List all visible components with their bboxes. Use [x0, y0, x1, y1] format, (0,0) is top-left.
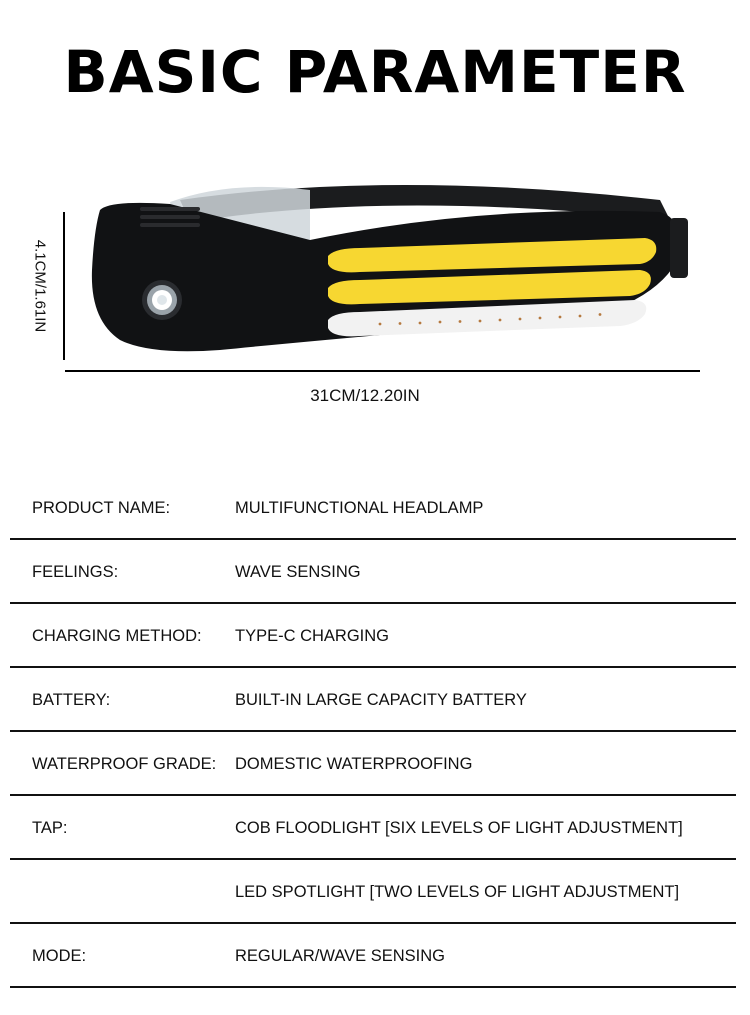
spec-row-waterproof-grade	[10, 732, 736, 796]
spec-value: REGULAR/WAVE SENSING	[235, 947, 445, 965]
row-divider	[10, 986, 736, 988]
spec-label: MODE:	[32, 947, 87, 965]
spec-row-feelings	[10, 540, 736, 604]
spec-value: MULTIFUNCTIONAL HEADLAMP	[235, 499, 484, 517]
spec-row-charging-method	[10, 604, 736, 668]
spec-row-mode	[10, 924, 736, 988]
side-tab	[670, 218, 688, 278]
spec-label: PRODUCT NAME:	[32, 499, 171, 517]
spec-value: DOMESTIC WATERPROOFING	[235, 755, 473, 773]
spec-value: LED SPOTLIGHT [TWO LEVELS OF LIGHT ADJUSTMENT]	[235, 883, 680, 901]
spec-label: FEELINGS:	[32, 563, 119, 581]
spec-value: TYPE-C CHARGING	[235, 627, 390, 645]
width-dimension-label: 31CM/12.20IN	[310, 386, 420, 405]
width-dimension-line	[65, 370, 700, 372]
spec-label: TAP:	[32, 819, 68, 837]
grip-ridges	[140, 207, 200, 227]
spec-row-tap	[10, 796, 736, 860]
spec-value: BUILT-IN LARGE CAPACITY BATTERY	[235, 691, 527, 709]
spec-row-tap-continued	[10, 860, 736, 924]
headlamp-image	[60, 160, 720, 400]
height-dimension-line	[63, 212, 65, 360]
spotlight-lens-icon	[142, 280, 182, 320]
page-title: BASIC PARAMETER	[63, 38, 687, 106]
spec-value: WAVE SENSING	[235, 563, 361, 581]
spec-value: COB FLOODLIGHT [SIX LEVELS OF LIGHT ADJUSTMENT]	[235, 819, 683, 837]
height-dimension-label: 4.1CM/1.61IN	[31, 239, 49, 333]
spec-label: WATERPROOF GRADE:	[32, 755, 217, 773]
spec-row-product-name	[10, 476, 736, 540]
spec-label: BATTERY:	[32, 691, 111, 709]
spec-label: CHARGING METHOD:	[32, 627, 202, 645]
spec-row-battery	[10, 668, 736, 732]
